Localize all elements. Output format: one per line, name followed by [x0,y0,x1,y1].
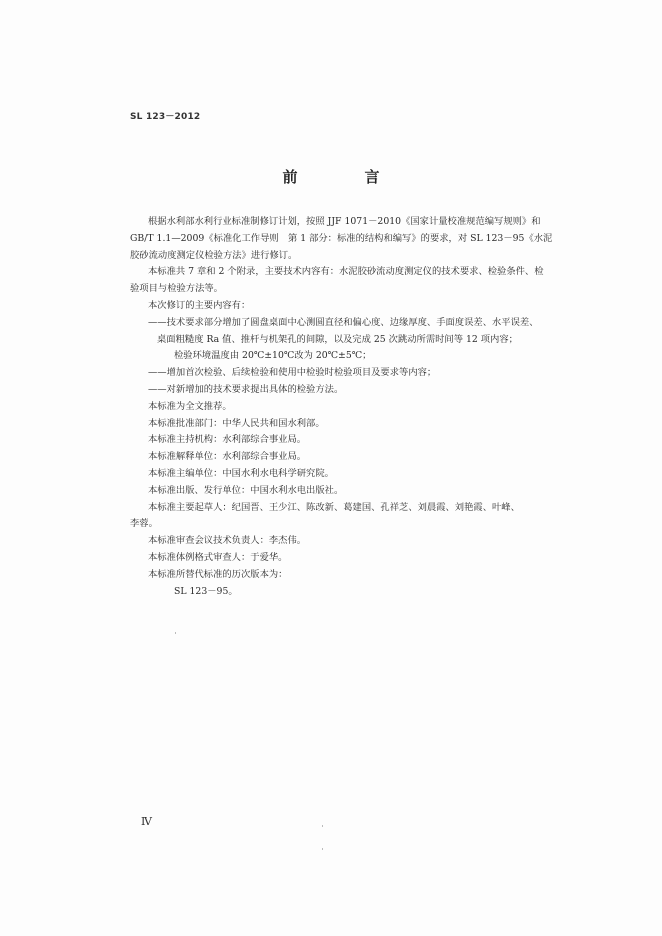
paragraph-line: 本标准所替代标准的历次版本为： [148,568,288,580]
page-title: 前 言 [282,168,406,186]
scan-speck [322,848,323,850]
paragraph-line: 验项目与检验方法等。 [130,283,223,295]
paragraph-line: 本标准主要起草人：纪国晋、王少江、陈改新、葛建国、孔祥芝、刘晨霞、刘艳霞、叶峰、 [148,501,520,513]
scan-speck [175,632,176,634]
list-item-continuation: 桌面粗糙度 Ra 值、推杆与机架孔的间隙，以及完成 25 次跳动所需时间等 12 项内容； [157,333,518,345]
list-item-continuation: 检验环境温度由 20℃±10℃改为 20℃±5℃； [174,350,372,362]
list-item: ——技术要求部分增加了圆盘桌面中心测圆直径和偏心度、边缘厚度、手面度误差、水平误差、 [148,316,539,328]
paragraph-line: 本标准主持机构：水利部综合事业局。 [148,434,307,446]
paragraph-line: 本标准主编单位：中国水利水电科学研究院。 [148,467,334,479]
paragraph-line: 本标准共 7 章和 2 个附录，主要技术内容有：水泥胶砂流动度测定仪的技术要求、检验条件、检 [148,266,544,278]
paragraph-line: 本标准体例格式审查人：于爱华。 [148,551,288,563]
paragraph-line: 本标准批准部门：中华人民共和国水利部。 [148,417,325,429]
paragraph-line: GB/T 1.1—2009《标准化工作导则 第 1 部分：标准的结构和编写》的要求，对 SL 123－95《水泥 [130,232,553,244]
preface-body [130,214,602,600]
paragraph-line: 根据水利部水利行业标准制修订计划，按照 JJF 1071－2010《国家计量校准规范编写规则》和 [148,216,541,227]
paragraph-line: 本标准解释单位：水利部综合事业局。 [148,451,307,463]
standard-code-header: SL 123－2012 [130,112,201,122]
paragraph-line: SL 123－95。 [174,585,238,597]
list-item: ——增加首次检验、后续检验和使用中检验时检验项目及要求等内容； [148,367,437,379]
scan-speck [322,825,323,827]
paragraph-line: 李蓉。 [130,518,158,530]
paragraph-line: 本标准为全文推荐。 [148,400,232,412]
list-item: ——对新增加的技术要求提出具体的检验方法。 [148,383,344,395]
paragraph-line: 本标准审查会议技术负责人：李杰伟。 [148,535,307,547]
page-number: Ⅳ [141,815,152,828]
paragraph-line: 本次修订的主要内容有： [148,299,251,311]
paragraph-line: 本标准出版、发行单位：中国水利水电出版社。 [148,484,344,496]
paragraph-line: 胶砂流动度测定仪检验方法》进行修订。 [130,249,298,261]
